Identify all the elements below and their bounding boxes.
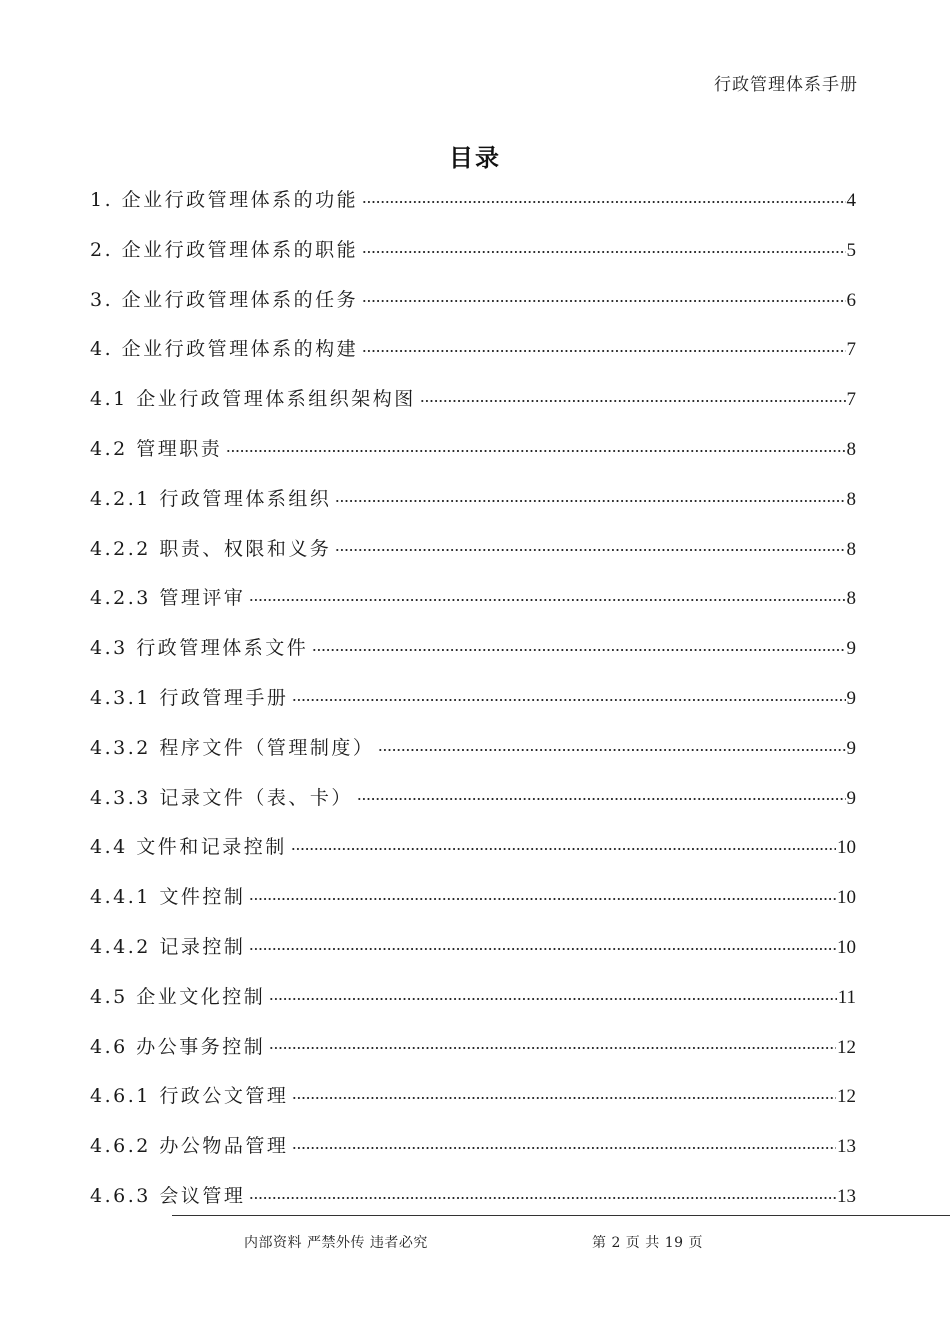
toc-dot-leader [249, 898, 836, 900]
toc-dot-leader [292, 699, 845, 701]
toc-entry-label: 4.1 企业行政管理体系组织架构图 [90, 388, 416, 411]
table-of-contents [90, 176, 856, 1222]
toc-dot-leader [362, 251, 845, 253]
toc-entry-page-number: 9 [846, 737, 856, 759]
toc-entry-page-number: 10 [837, 837, 856, 859]
toc-entry[interactable] [90, 325, 856, 375]
toc-entry-page-number: 6 [846, 289, 856, 311]
toc-entry[interactable] [90, 1072, 856, 1122]
toc-dot-leader [249, 599, 845, 601]
toc-dot-leader [291, 848, 836, 850]
toc-dot-leader [269, 998, 836, 1000]
toc-entry[interactable] [90, 774, 856, 824]
toc-entry-page-number: 8 [846, 588, 856, 610]
toc-entry[interactable] [90, 724, 856, 774]
toc-entry-page-number: 12 [837, 1036, 856, 1058]
footer-page-number: 第 2 页 共 19 页 [592, 1235, 703, 1251]
toc-entry[interactable] [90, 425, 856, 475]
toc-entry[interactable] [90, 176, 856, 226]
toc-entry-page-number: 5 [846, 239, 856, 261]
footer-confidential-notice: 内部资料 严禁外传 违者必究 [244, 1235, 428, 1251]
toc-entry-label: 4.2 管理职责 [90, 437, 223, 460]
toc-entry-label: 4.3 行政管理体系文件 [90, 637, 309, 660]
toc-entry[interactable] [90, 226, 856, 276]
toc-dot-leader [335, 500, 845, 502]
toc-entry-page-number: 10 [837, 936, 856, 958]
toc-dot-leader [292, 1147, 836, 1149]
toc-entry-label: 4.4 文件和记录控制 [90, 836, 287, 859]
toc-entry[interactable] [90, 624, 856, 674]
toc-dot-leader [357, 798, 846, 800]
toc-entry-page-number: 7 [846, 389, 856, 411]
toc-dot-leader [335, 549, 845, 551]
toc-entry-label: 4.2.3 管理评审 [90, 587, 246, 610]
toc-entry-label: 2. 企业行政管理体系的职能 [90, 238, 359, 261]
toc-entry-label: 4.5 企业文化控制 [90, 985, 266, 1008]
toc-entry-label: 4. 企业行政管理体系的构建 [90, 338, 359, 361]
toc-dot-leader [269, 1047, 836, 1049]
toc-entry-page-number: 4 [846, 190, 856, 211]
toc-entry-label: 4.3.3 记录文件（表、卡） [90, 786, 353, 809]
toc-dot-leader [362, 201, 845, 203]
toc-dot-leader [292, 1097, 836, 1099]
toc-entry[interactable] [90, 276, 856, 326]
toc-entry-page-number: 12 [837, 1086, 856, 1108]
toc-heading: 目录 [449, 144, 501, 172]
toc-entry-label: 4.4.1 文件控制 [90, 886, 246, 909]
toc-entry-page-number: 11 [837, 986, 856, 1008]
toc-entry-label: 1. 企业行政管理体系的功能 [90, 189, 359, 211]
toc-dot-leader [362, 300, 845, 302]
toc-entry-page-number: 7 [846, 339, 856, 361]
toc-entry[interactable] [90, 475, 856, 525]
toc-entry-page-number: 13 [837, 1185, 856, 1207]
toc-entry-page-number: 8 [846, 538, 856, 560]
toc-entry-label: 4.3.2 程序文件（管理制度） [90, 736, 375, 759]
document-header-title: 行政管理体系手册 [714, 75, 858, 95]
toc-entry[interactable] [90, 1023, 856, 1073]
toc-dot-leader [362, 350, 845, 352]
toc-entry-page-number: 9 [846, 687, 856, 709]
toc-entry[interactable] [90, 574, 856, 624]
toc-entry-label: 4.4.2 记录控制 [90, 935, 246, 958]
toc-dot-leader [312, 649, 845, 651]
toc-entry-label: 4.6.3 会议管理 [90, 1184, 246, 1207]
toc-entry[interactable] [90, 823, 856, 873]
toc-entry[interactable] [90, 973, 856, 1023]
toc-dot-leader [378, 749, 845, 751]
footer-divider [172, 1215, 950, 1216]
toc-entry-page-number: 10 [837, 887, 856, 909]
toc-entry[interactable] [90, 873, 856, 923]
toc-entry-page-number: 8 [846, 438, 856, 460]
toc-entry-page-number: 9 [846, 787, 856, 809]
toc-entry-label: 3. 企业行政管理体系的任务 [90, 288, 359, 311]
toc-entry-page-number: 9 [846, 638, 856, 660]
toc-entry[interactable] [90, 375, 856, 425]
toc-entry-label: 4.2.1 行政管理体系组织 [90, 487, 332, 510]
toc-entry[interactable] [90, 674, 856, 724]
toc-entry-label: 4.6 办公事务控制 [90, 1035, 266, 1058]
toc-entry-label: 4.6.1 行政公文管理 [90, 1085, 289, 1108]
toc-entry-page-number: 13 [837, 1136, 856, 1158]
toc-entry-label: 4.6.2 办公物品管理 [90, 1135, 289, 1158]
toc-entry[interactable] [90, 525, 856, 575]
toc-dot-leader [420, 400, 846, 402]
toc-dot-leader [226, 450, 845, 452]
toc-dot-leader [249, 1197, 836, 1199]
toc-entry-label: 4.3.1 行政管理手册 [90, 686, 289, 709]
toc-dot-leader [249, 948, 836, 950]
toc-entry-page-number: 8 [846, 488, 856, 510]
toc-entry[interactable] [90, 923, 856, 973]
toc-entry-label: 4.2.2 职责、权限和义务 [90, 537, 332, 560]
toc-entry[interactable] [90, 1122, 856, 1172]
